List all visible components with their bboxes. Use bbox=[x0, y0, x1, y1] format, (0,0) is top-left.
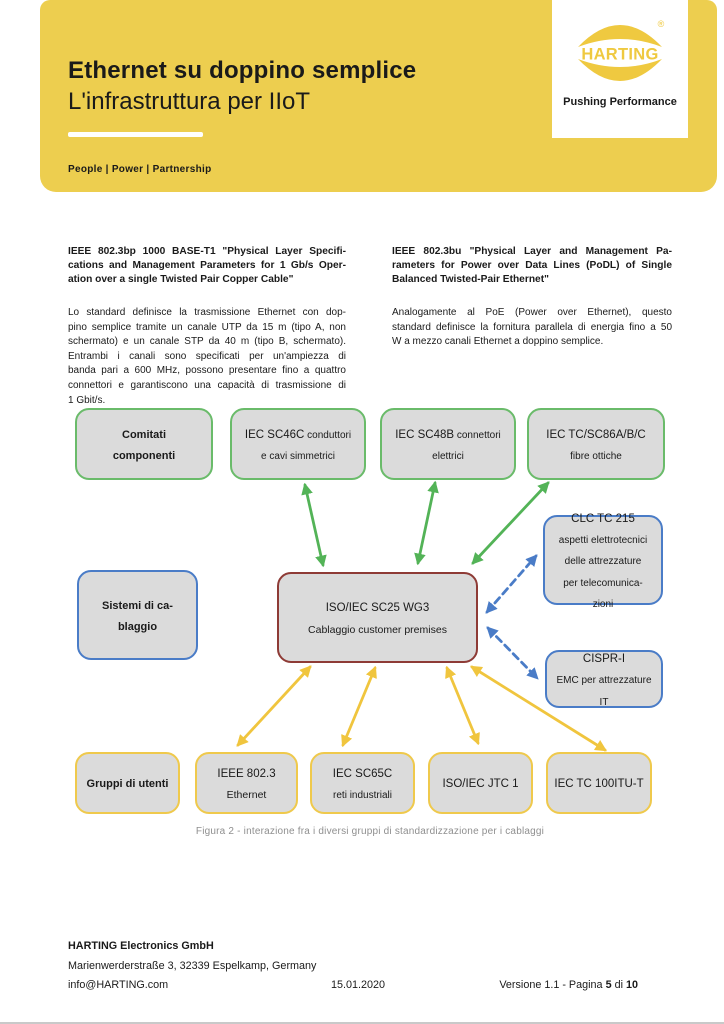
page-number: 5 bbox=[605, 979, 612, 991]
page-title: Ethernet su doppino semplice bbox=[68, 57, 417, 84]
footer-meta-row bbox=[68, 976, 638, 996]
version-prefix: Versione 1.1 - Pagina bbox=[499, 979, 606, 991]
logo-slogan: Pushing Performance bbox=[563, 96, 677, 108]
arrow-center-to-jtc1 bbox=[447, 668, 478, 743]
title-underline bbox=[68, 132, 203, 137]
standard-body-802-3bu: Analogamente al PoE (Power over Ethernet), questo standard definisce la fornitura parallela di energia fino a 50 W a mezzo canali Ethernet a doppino semplice. bbox=[392, 307, 672, 348]
diagram-box-gruppi-di-utenti: Gruppi di utenti bbox=[75, 752, 180, 814]
footer-date: 15.01.2020 bbox=[331, 979, 386, 991]
arrow-center-to-tc86 bbox=[473, 483, 548, 563]
diagram-box-comitati-componenti: Comitati componenti bbox=[75, 408, 213, 480]
intro-column-right bbox=[392, 245, 672, 350]
footer-address: Marienwerderstraße 3, 32339 Espelkamp, Germany bbox=[68, 959, 317, 972]
standard-heading-802-3bu: IEEE 802.3bu "Physical Layer and Management Pa- rameters for Power over Data Lines (PoDL) of Single Balanced Twisted-Pair Ethernet" bbox=[392, 246, 672, 285]
diagram-box-cispr-i: CISPR-I EMC per attrezzature IT bbox=[545, 650, 663, 708]
diagram-box-iec-sc48b: IEC SC48B connettori elettrici bbox=[380, 408, 516, 480]
arrow-center-to-ieee8023 bbox=[238, 667, 310, 745]
arrow-center-to-cispr-dashed bbox=[488, 628, 537, 678]
diagram-box-sistemi-di-cablaggio: Sistemi di ca- blaggio bbox=[77, 570, 198, 660]
diagram-box-iec-sc46c: IEC SC46C conduttori e cavi simmetrici bbox=[230, 408, 366, 480]
diagram-box-iec-tc-100-itu-t: IEC TC 100ITU-T bbox=[546, 752, 652, 814]
footer-email: info@HARTING.com bbox=[68, 979, 169, 991]
diagram-box-clc-tc-215: CLC TC 215 aspetti elettrotecnici delle attrezzature per telecomunica- zioni bbox=[543, 515, 663, 605]
standard-heading-802-3bp: IEEE 802.3bp 1000 BASE-T1 "Physical Layer Specifi- cations and Management Parameters for 1 Gb/s Oper- ation over a single Twisted Pair Copper Cable" bbox=[68, 246, 346, 285]
page-total: 10 bbox=[625, 979, 638, 991]
footer-company-name: HARTING Electronics GmbH bbox=[68, 940, 214, 952]
arrow-center-to-clc-dashed bbox=[487, 556, 536, 612]
header-tagline: People | Power | Partnership bbox=[68, 164, 212, 175]
figure-caption: Figura 2 - interazione fra i diversi gruppi di standardizzazione per i cablaggi bbox=[195, 826, 545, 837]
page-subtitle: L'infrastruttura per IIoT bbox=[68, 88, 311, 115]
registered-mark-icon: ® bbox=[657, 19, 665, 29]
footer bbox=[68, 937, 638, 996]
diagram-box-iec-sc65c: IEC SC65C reti industriali bbox=[310, 752, 415, 814]
page-separator: di bbox=[611, 979, 626, 991]
arrow-center-to-sc65c bbox=[343, 668, 375, 745]
diagram-box-iec-tc-sc86: IEC TC/SC86A/B/C fibre ottiche bbox=[527, 408, 665, 480]
arrow-center-to-sc48b bbox=[418, 483, 435, 563]
logo-top-band bbox=[578, 25, 662, 47]
harting-logo-icon bbox=[574, 18, 666, 88]
diagram-box-ieee-8023-ethernet: IEEE 802.3 Ethernet bbox=[195, 752, 298, 814]
harting-logo-box bbox=[552, 0, 688, 138]
arrow-center-to-sc46c bbox=[305, 485, 323, 565]
standardization-diagram bbox=[60, 400, 680, 825]
logo-wordmark: HARTING bbox=[581, 45, 659, 64]
diagram-box-iso-iec-sc25-wg3: ISO/IEC SC25 WG3 Cablaggio customer premises bbox=[277, 572, 478, 663]
diagram-box-iso-iec-jtc1: ISO/IEC JTC 1 bbox=[428, 752, 533, 814]
footer-version-page bbox=[499, 976, 638, 996]
intro-column-left bbox=[68, 245, 346, 408]
standard-body-802-3bp: Lo standard definisce la trasmissione Ethernet con dop- pino semplice tramite un canale UTP da 15 m (tipo A, non schermato) e un canale STP da 40 m (tipo B, schermato). Entrambi i canali sono specificati per un'ampiezza di banda pari a 600 MHz, possono presentare fino a quattro connettori e garantiscono una capacità di trasmissione di 1 Gbit/s. bbox=[68, 307, 346, 406]
